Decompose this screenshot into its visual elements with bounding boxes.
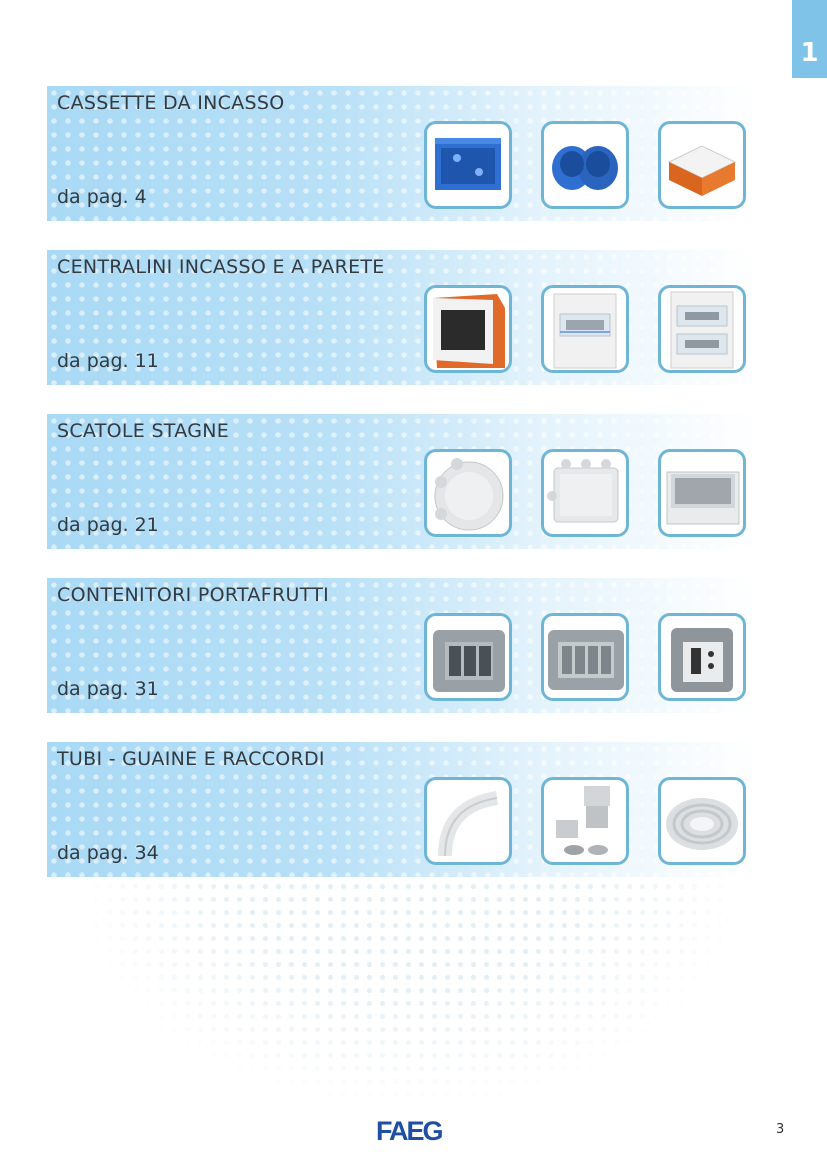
section-title: CENTRALINI INCASSO E A PARETE <box>57 256 385 278</box>
blue-flush-box-rect-image <box>424 121 512 209</box>
wall-consumer-unit-2-row-image <box>658 285 746 373</box>
section-title: TUBI - GUAINE E RACCORDI <box>57 748 325 770</box>
page-number: 3 <box>776 1122 785 1137</box>
faeg-logo <box>376 1116 452 1144</box>
decorative-dot-pattern <box>90 880 730 1100</box>
grey-socket-box-image <box>658 613 746 701</box>
transparent-lid-box-image <box>658 449 746 537</box>
section-contenitori-portafrutti[interactable] <box>47 578 757 713</box>
chapter-tab <box>792 0 827 78</box>
section-centralini[interactable] <box>47 250 757 385</box>
round-waterproof-box-image <box>424 449 512 537</box>
section-page-ref: da pag. 11 <box>57 350 159 372</box>
grey-conduit-fitting-image <box>541 777 629 865</box>
logo-text: FAEG <box>376 1116 442 1144</box>
rect-waterproof-box-image <box>541 449 629 537</box>
section-title: CASSETTE DA INCASSO <box>57 92 285 114</box>
section-page-ref: da pag. 21 <box>57 514 159 536</box>
section-page-ref: da pag. 4 <box>57 186 147 208</box>
orange-junction-box-image <box>658 121 746 209</box>
section-title: SCATOLE STAGNE <box>57 420 230 442</box>
white-conduit-bend-image <box>424 777 512 865</box>
chapter-number: 1 <box>800 38 819 68</box>
grey-3-module-box-image <box>424 613 512 701</box>
section-page-ref: da pag. 34 <box>57 842 159 864</box>
blue-flush-box-round-image <box>541 121 629 209</box>
corrugated-conduit-coil-image <box>658 777 746 865</box>
section-tubi-guaine-raccordi[interactable] <box>47 742 757 877</box>
section-title: CONTENITORI PORTAFRUTTI <box>57 584 330 606</box>
section-page-ref: da pag. 31 <box>57 678 159 700</box>
grey-4-module-box-image <box>541 613 629 701</box>
section-cassette-da-incasso[interactable] <box>47 86 757 221</box>
flush-consumer-unit-image <box>424 285 512 373</box>
section-scatole-stagne[interactable] <box>47 414 757 549</box>
wall-consumer-unit-1-row-image <box>541 285 629 373</box>
